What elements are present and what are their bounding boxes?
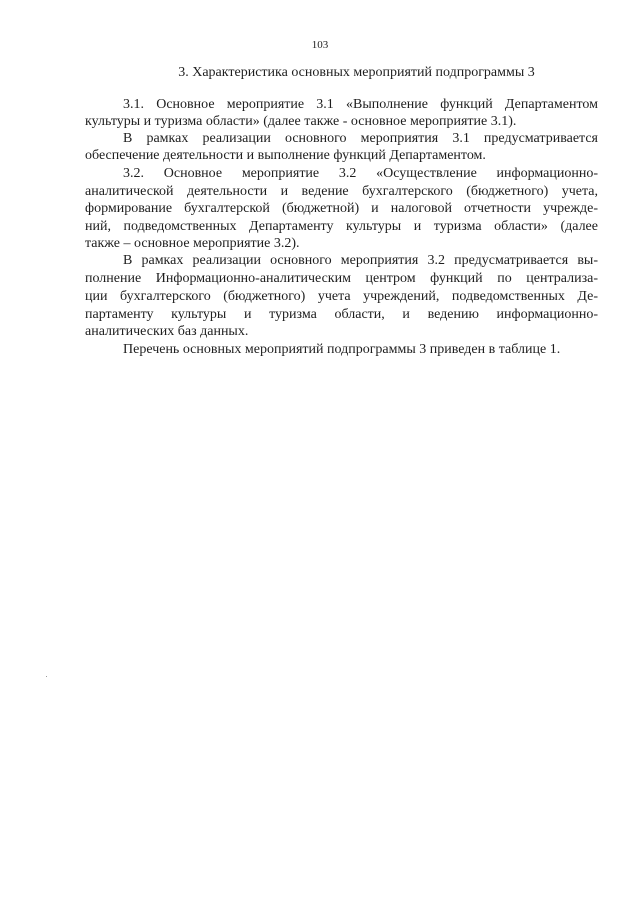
section-heading: 3. Характеристика основных мероприятий подпрограммы 3 bbox=[178, 65, 535, 80]
paragraph-3-line-5: также – основное мероприятие 3.2). bbox=[85, 236, 300, 251]
paragraph-3-line-1: 3.2. Основное мероприятие 3.2 «Осуществление информационно- bbox=[123, 166, 598, 181]
paragraph-2-line-1: В рамках реализации основного мероприятия 3.1 предусматривается bbox=[123, 131, 598, 146]
paragraph-4-line-1: В рамках реализации основного мероприятия 3.2 предусматривается вы- bbox=[123, 253, 598, 268]
paragraph-3-line-4: ний, подведомственных Департаменту культуры и туризма области» (далее bbox=[85, 219, 598, 234]
paragraph-4-line-4: партаменту культуры и туризма области, и ведению информационно- bbox=[85, 307, 598, 322]
paragraph-5-line-1: Перечень основных мероприятий подпрограммы 3 приведен в таблице 1. bbox=[123, 342, 561, 357]
scan-speck bbox=[46, 676, 47, 677]
paragraph-4-line-3: ции бухгалтерского (бюджетного) учета учреждений, подведомственных Де- bbox=[85, 289, 598, 304]
paragraph-3-line-3: формирование бухгалтерской (бюджетной) и налоговой отчетности учрежде- bbox=[85, 201, 598, 216]
paragraph-4-line-2: полнение Информационно-аналитическим центром функций по централиза- bbox=[85, 271, 598, 286]
page-number: 103 bbox=[311, 39, 329, 51]
paragraph-4-line-5: аналитических баз данных. bbox=[85, 324, 249, 339]
paragraph-2-line-2: обеспечение деятельности и выполнение функций Департаментом. bbox=[85, 148, 486, 163]
paragraph-1-line-1: 3.1. Основное мероприятие 3.1 «Выполнение функций Департаментом bbox=[123, 97, 598, 112]
paragraph-1-line-2: культуры и туризма области» (далее также - основное мероприятие 3.1). bbox=[85, 114, 517, 129]
paragraph-3-line-2: аналитической деятельности и ведение бухгалтерского (бюджетного) учета, bbox=[85, 184, 598, 199]
